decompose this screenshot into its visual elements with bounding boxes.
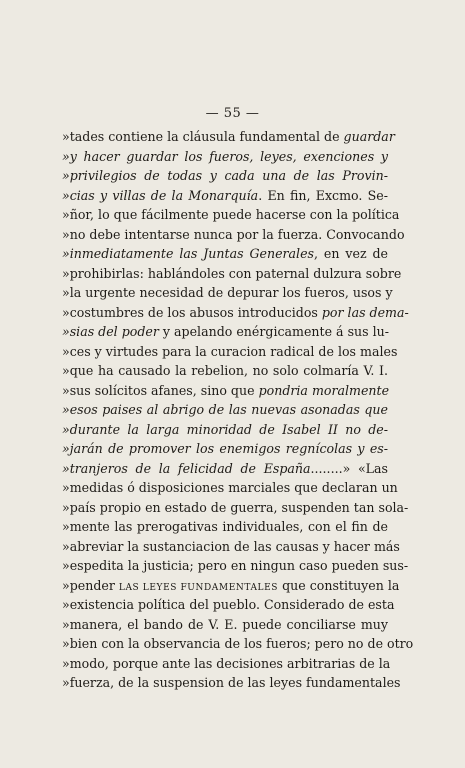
italic-phrase: »jarán de promover los enemigos regnícolas y es- bbox=[62, 441, 388, 456]
italic-phrase: »tranjeros de la felicidad de España bbox=[62, 460, 311, 476]
text-line bbox=[62, 576, 400, 596]
text-line bbox=[62, 459, 388, 479]
text-segment: . En fin, Excmo. Se- bbox=[258, 187, 389, 203]
italic-phrase: guardar bbox=[343, 129, 395, 144]
text-line bbox=[62, 225, 405, 245]
text-segment: »existencia política del pueblo. Considerado de esta bbox=[62, 597, 395, 612]
text-line bbox=[62, 283, 393, 303]
text-line bbox=[62, 205, 400, 225]
text-segment: »que ha causado la rebelion, no solo colmaría V. I. bbox=[62, 363, 388, 378]
text-line bbox=[62, 439, 388, 459]
text-segment: , en vez de bbox=[314, 246, 388, 261]
italic-phrase: »sias del poder bbox=[62, 324, 159, 339]
small-caps-phrase: LAS LEYES FUNDAMENTALES bbox=[118, 582, 279, 593]
italic-phrase: »inmediatamente las Juntas Generales bbox=[62, 246, 314, 261]
body-text bbox=[62, 127, 414, 693]
text-line bbox=[62, 322, 388, 342]
text-segment: »espedita la justicia; pero en ningun caso pueden sus- bbox=[62, 558, 409, 573]
text-line bbox=[62, 303, 409, 323]
text-line bbox=[62, 166, 388, 186]
text-line bbox=[62, 400, 388, 420]
text-line bbox=[62, 127, 395, 147]
text-line bbox=[62, 498, 409, 518]
text-line bbox=[62, 342, 398, 362]
italic-phrase: pondria moralmente bbox=[258, 382, 390, 398]
text-line bbox=[62, 517, 388, 537]
page-number: — 55 — bbox=[205, 106, 260, 121]
text-segment: que constituyen la bbox=[278, 577, 400, 593]
text-segment: »tades contiene la cláusula fundamental de bbox=[62, 129, 344, 144]
text-line bbox=[62, 147, 388, 167]
text-segment: »mente las prerogativas individuales, con el fin de bbox=[62, 519, 388, 534]
text-segment: »manera, el bando de V. E. puede conciliarse muy bbox=[62, 616, 388, 632]
text-segment: »medidas ó disposiciones marciales que declaran un bbox=[62, 480, 398, 495]
italic-phrase: »privilegios de todas y cada una de las Provin- bbox=[62, 168, 388, 183]
text-segment: »país propio en estado de guerra, suspenden tan sola- bbox=[62, 499, 409, 515]
text-segment: »prohibirlas: hablándoles con paternal dulzura sobre bbox=[62, 265, 402, 281]
text-segment: »ñor, lo que fácilmente puede hacerse con la política bbox=[62, 207, 400, 222]
text-segment: »bien con la observancia de los fueros; pero no de otro bbox=[62, 636, 414, 651]
text-line bbox=[62, 654, 391, 674]
italic-phrase: »esos paises al abrigo de las nuevas asonadas que bbox=[62, 402, 388, 417]
italic-phrase: »durante la larga minoridad de Isabel II no de- bbox=[62, 421, 388, 437]
text-segment: »pender bbox=[62, 577, 119, 593]
text-line bbox=[62, 478, 398, 498]
italic-phrase: »cias y villas de la Monarquía bbox=[62, 187, 259, 203]
text-segment: »abreviar la sustanciacion de las causas y hacer más bbox=[62, 538, 400, 554]
text-line bbox=[62, 556, 409, 576]
text-segment: »ces y virtudes para la curacion radical de los males bbox=[62, 343, 398, 359]
text-line bbox=[62, 361, 388, 381]
text-line bbox=[62, 634, 414, 654]
text-segment: ........» «Las bbox=[310, 460, 388, 476]
text-line bbox=[62, 186, 388, 206]
text-segment: »costumbres de los abusos introducidos bbox=[62, 304, 322, 320]
text-line bbox=[62, 420, 388, 440]
text-segment: »modo, porque ante las decisiones arbitrarias de la bbox=[62, 655, 391, 671]
text-line bbox=[62, 244, 388, 264]
italic-phrase: »y hacer guardar los fueros, leyes, exenciones y bbox=[62, 148, 388, 164]
text-line bbox=[62, 595, 395, 615]
text-segment: »fuerza, de la suspension de las leyes fundamentales bbox=[62, 675, 401, 690]
text-line bbox=[62, 537, 400, 557]
text-line bbox=[62, 381, 388, 401]
italic-phrase: por las dema- bbox=[321, 304, 409, 320]
text-segment: »la urgente necesidad de depurar los fueros, usos y bbox=[62, 285, 393, 300]
text-line bbox=[62, 673, 401, 693]
text-line bbox=[62, 615, 388, 635]
text-segment: »no debe intentarse nunca por la fuerza. Convocando bbox=[62, 226, 405, 242]
text-line bbox=[62, 264, 402, 284]
text-segment: »sus solícitos afanes, sino que bbox=[62, 382, 259, 398]
text-segment: y apelando enérgicamente á sus lu- bbox=[158, 324, 390, 339]
